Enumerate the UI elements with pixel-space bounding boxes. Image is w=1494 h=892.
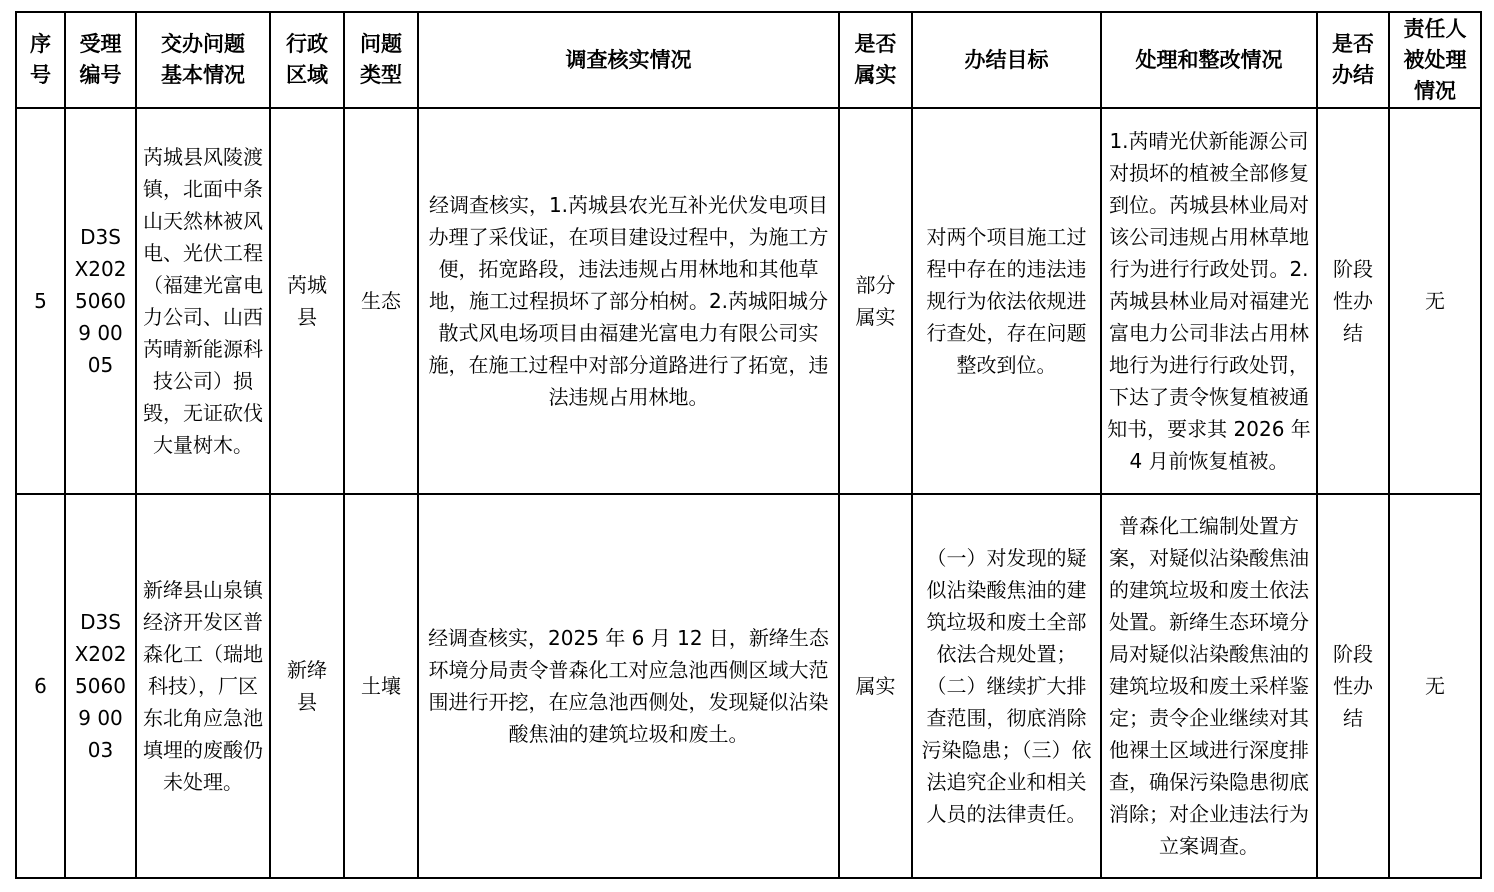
cell-verified: 属实: [839, 494, 912, 878]
header-type: 问题类型: [344, 12, 418, 108]
cell-goal: （一）对发现的疑似沾染酸焦油的建筑垃圾和废土全部依法合规处置；（二）继续扩大排查范围，彻底消除污染隐患；（三）依法追究企业和相关人员的法律责任。: [912, 494, 1101, 878]
cell-handling: 1.芮晴光伏新能源公司对损坏的植被全部修复到位。芮城县林业局对该公司违规占用林草地行为进行行政处罚。2.芮城县林业局对福建光富电力公司非法占用林地行为进行行政处罚，下达了责令恢复植被通知书，要求其 2026 年 4 月前恢复植被。: [1101, 108, 1317, 494]
header-handling: 处理和整改情况: [1101, 12, 1317, 108]
header-id: 受理编号: [65, 12, 136, 108]
header-closed: 是否办结: [1317, 12, 1389, 108]
cell-closed: 阶段性办结: [1317, 494, 1389, 878]
cell-id: D3SX20250609 0005: [65, 108, 136, 494]
header-goal: 办结目标: [912, 12, 1101, 108]
cell-basic: 新绛县山泉镇经济开发区普森化工（瑞地科技），厂区东北角应急池填埋的废酸仍未处理。: [136, 494, 270, 878]
case-table: [15, 11, 1482, 879]
cell-investigation: 经调查核实，1.芮城县农光互补光伏发电项目办理了采伐证，在项目建设过程中，为施工方便，拓宽路段，违法违规占用林地和其他草地，施工过程损坏了部分柏树。2.芮城阳城分散式风电场项目由福建光富电力有限公司实施，在施工过程中对部分道路进行了拓宽，违法违规占用林地。: [418, 108, 839, 494]
cell-accountability: 无: [1389, 108, 1481, 494]
header-region: 行政区域: [270, 12, 344, 108]
table-header-row: [16, 12, 1481, 108]
cell-closed: 阶段性办结: [1317, 108, 1389, 494]
header-investigation: 调查核实情况: [418, 12, 839, 108]
cell-type: 土壤: [344, 494, 418, 878]
cell-id: D3SX20250609 0003: [65, 494, 136, 878]
cell-type: 生态: [344, 108, 418, 494]
cell-seq: 6: [16, 494, 65, 878]
cell-verified: 部分属实: [839, 108, 912, 494]
cell-accountability: 无: [1389, 494, 1481, 878]
cell-region: 新绛县: [270, 494, 344, 878]
header-accountability: 责任人被处理情况: [1389, 12, 1481, 108]
table-row: [16, 108, 1481, 494]
cell-investigation: 经调查核实，2025 年 6 月 12 日，新绛生态环境分局责令普森化工对应急池西侧区域大范围进行开挖，在应急池西侧处，发现疑似沾染酸焦油的建筑垃圾和废土。: [418, 494, 839, 878]
header-seq: 序号: [16, 12, 65, 108]
cell-region: 芮城县: [270, 108, 344, 494]
cell-seq: 5: [16, 108, 65, 494]
cell-goal: 对两个项目施工过程中存在的违法违规行为依法依规进行查处，存在问题整改到位。: [912, 108, 1101, 494]
cell-basic: 芮城县风陵渡镇，北面中条山天然林被风电、光伏工程（福建光富电力公司、山西芮晴新能源科技公司）损毁，无证砍伐大量树木。: [136, 108, 270, 494]
header-basic: 交办问题基本情况: [136, 12, 270, 108]
cell-handling: 普森化工编制处置方案，对疑似沾染酸焦油的建筑垃圾和废土依法处置。新绛生态环境分局对疑似沾染酸焦油的建筑垃圾和废土采样鉴定；责令企业继续对其他裸土区域进行深度排查，确保污染隐患彻底消除；对企业违法行为立案调查。: [1101, 494, 1317, 878]
header-verified: 是否属实: [839, 12, 912, 108]
table-row: [16, 494, 1481, 878]
